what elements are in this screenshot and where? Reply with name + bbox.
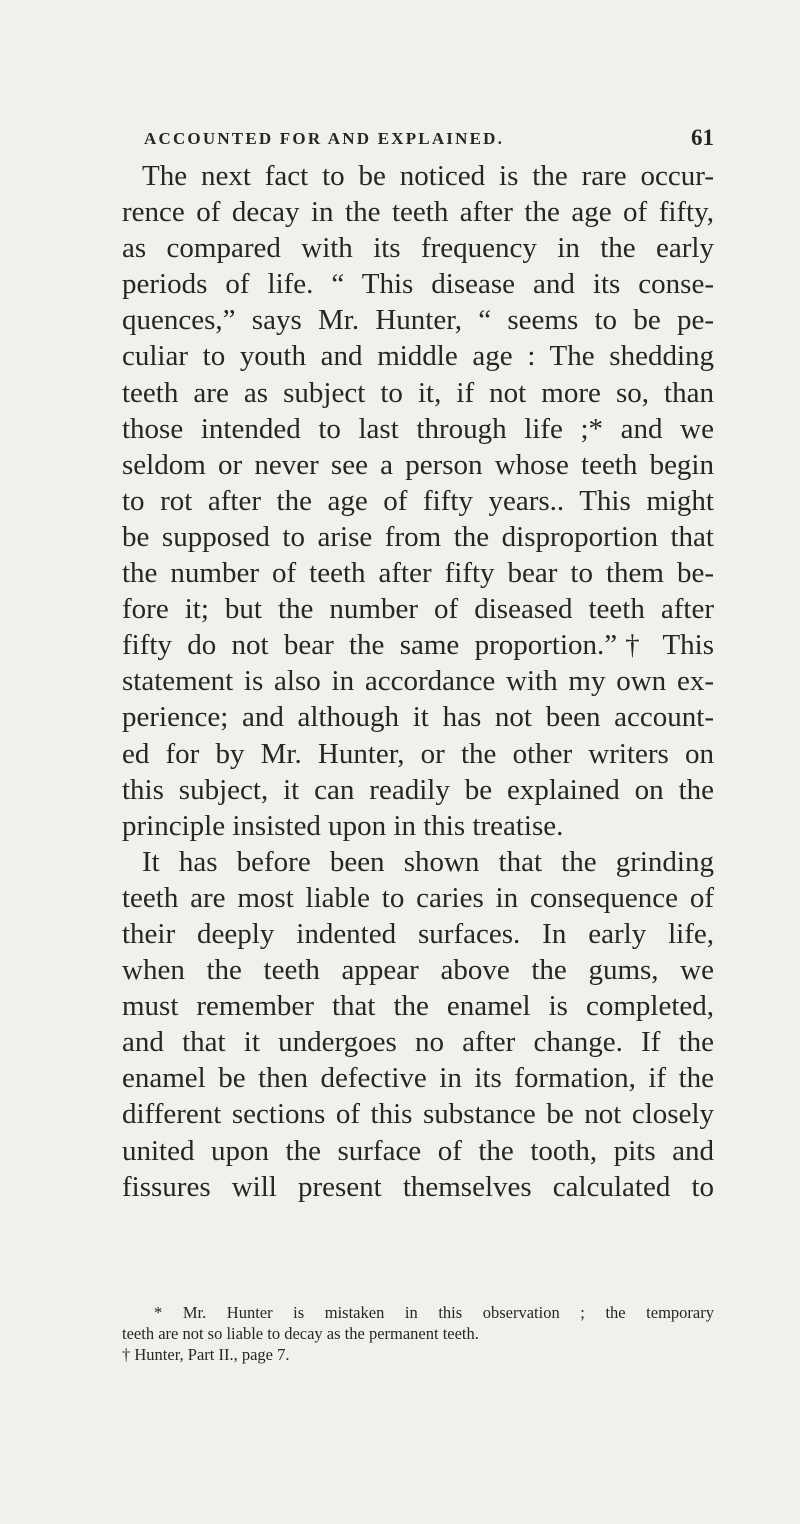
footnote-line: † Hunter, Part II., page 7. — [122, 1345, 290, 1364]
text-line: be supposed to arise from the disproportion that — [122, 520, 714, 553]
text-line: rence of decay in the teeth after the age of fifty, — [122, 196, 714, 229]
text-line: different sections of this substance be not closely — [122, 1098, 714, 1131]
text-line: this subject, it can readily be explained on the — [122, 773, 714, 806]
text-line: teeth are as subject to it, if not more so, than — [122, 376, 714, 409]
text-line: and that it undergoes no after change. If the — [122, 1026, 714, 1059]
running-head: ACCOUNTED FOR AND EXPLAINED. — [144, 129, 505, 148]
text-line: fore it; but the number of diseased teeth after — [122, 593, 714, 626]
text-line: It has before been shown that the grinding — [142, 845, 714, 878]
footnote-line: * Mr. Hunter is mistaken in this observation ; the temporary — [154, 1303, 714, 1322]
text-line: their deeply indented surfaces. In early life, — [122, 917, 714, 950]
body-text — [122, 158, 714, 1205]
text-line: principle insisted upon in this treatise. — [122, 809, 564, 842]
page-header — [144, 125, 714, 155]
text-line: statement is also in accordance with my own ex- — [122, 665, 714, 698]
text-line: united upon the surface of the tooth, pits and — [122, 1134, 714, 1167]
text-line: as compared with its frequency in the early — [122, 232, 714, 265]
text-line: culiar to youth and middle age : The shedding — [122, 340, 714, 373]
text-line: those intended to last through life ;* and we — [122, 412, 714, 445]
text-line: when the teeth appear above the gums, we — [122, 954, 714, 987]
text-line: to rot after the age of fifty years.. This might — [122, 484, 714, 517]
text-line: ed for by Mr. Hunter, or the other writers on — [122, 737, 714, 770]
footnote-line: teeth are not so liable to decay as the permanent teeth. — [122, 1324, 479, 1343]
text-line: quences,” says Mr. Hunter, “ seems to be pe- — [122, 304, 714, 337]
text-line: the number of teeth after fifty bear to them be- — [122, 557, 714, 590]
text-line: perience; and although it has not been account- — [122, 701, 714, 734]
footnotes — [122, 1302, 714, 1365]
text-line: must remember that the enamel is completed, — [122, 990, 714, 1023]
text-line: periods of life. “ This disease and its conse- — [122, 268, 714, 301]
text-line: fissures will present themselves calculated to — [122, 1170, 714, 1203]
text-line: The next fact to be noticed is the rare occur- — [142, 160, 714, 192]
text-line: fifty do not bear the same proportion.”† This — [122, 629, 714, 662]
page-number: 61 — [691, 125, 714, 150]
text-line: seldom or never see a person whose teeth begin — [122, 448, 714, 481]
text-line: teeth are most liable to caries in consequence of — [122, 881, 714, 914]
text-line: enamel be then defective in its formation, if the — [122, 1062, 714, 1095]
